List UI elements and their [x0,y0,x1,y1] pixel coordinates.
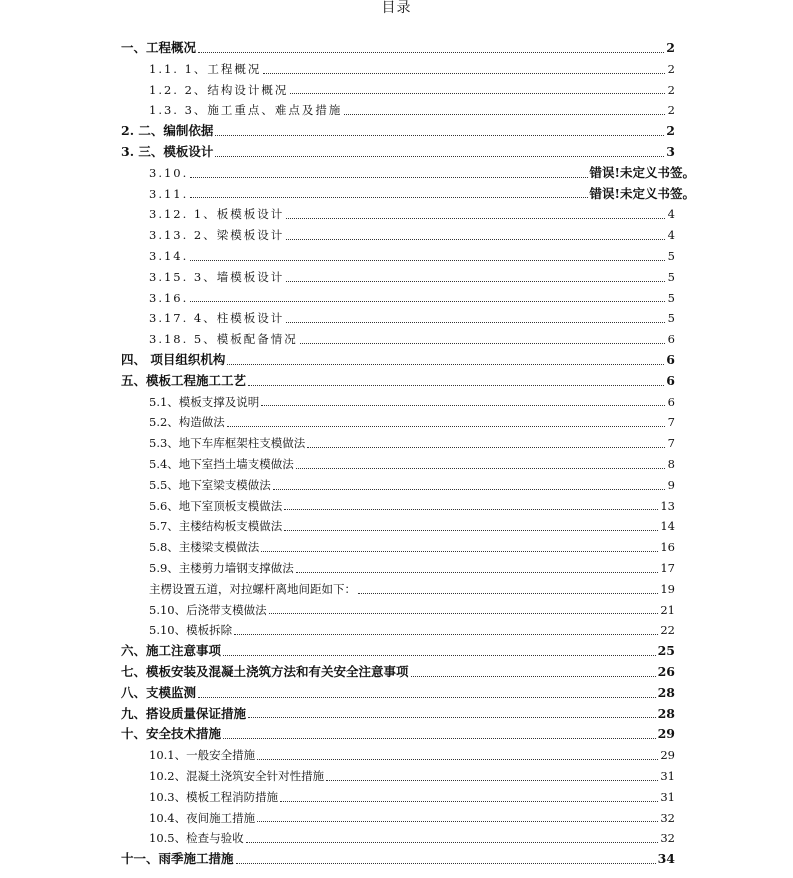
dot-leader [307,447,665,448]
page-title: 目录 [381,0,412,16]
toc-entry[interactable] [121,641,675,662]
toc-entry-title: 5.8、主楼梁支模做法 [149,540,260,555]
toc-entry[interactable] [149,184,695,205]
toc-entry[interactable] [121,662,675,683]
dot-leader [284,509,658,510]
dot-leader [358,593,658,594]
toc-entry[interactable] [149,496,675,517]
toc-entry[interactable] [149,828,675,849]
toc-entry-title: 3.16. [149,290,189,305]
toc-entry-page: 17 [660,561,675,575]
dot-leader [296,468,665,469]
dot-leader [286,281,665,282]
toc-entry-title: 10.4、夜间施工措施 [149,810,256,825]
toc-entry-page: 19 [660,581,675,596]
dot-leader [257,759,658,760]
toc-entry-page: 2 [667,103,675,118]
toc-entry-page: 29 [660,748,675,763]
dot-leader [198,52,664,53]
toc-entry-page: 2 [666,123,675,139]
toc-entry-title: 3.14. [149,249,189,263]
toc-entry[interactable] [149,392,675,413]
toc-entry-title: 5.2、构造做法 [149,415,225,430]
toc-entry-error: 错误!未定义书签。 [589,164,695,180]
dot-leader [227,426,665,427]
toc-entry-page: 5 [667,269,675,284]
toc-entry-page: 31 [660,769,675,783]
dot-leader [248,385,664,386]
toc-entry[interactable] [149,246,675,267]
toc-entry-title: 1.2. 2、结构设计概况 [149,82,289,97]
toc-entry-title: 六、施工注意事项 [121,643,222,659]
toc-entry[interactable] [149,433,675,454]
dot-leader [261,551,658,552]
toc-entry-title: 5.3、地下车库框架柱支模做法 [149,436,306,451]
toc-entry-page: 4 [667,207,675,222]
toc-entry[interactable] [149,808,675,829]
toc-entry[interactable] [121,683,675,704]
toc-entry[interactable] [149,558,675,579]
toc-entry[interactable] [149,267,675,288]
toc-entry-title: 5.1、模板支撑及说明 [149,394,260,409]
toc-entry-page: 2 [667,61,675,76]
dot-leader [411,676,656,677]
toc-entry-page: 28 [657,684,675,700]
toc-entry-title: 5.7、主楼结构板支模做法 [149,519,283,534]
toc-entry-error: 错误!未定义书签。 [589,185,695,201]
toc-entry-page: 2 [667,82,675,97]
dot-leader [284,530,658,531]
dot-leader [286,239,665,240]
toc-entry-title: 3.10. [149,165,189,180]
dot-leader [290,93,665,94]
toc-entry[interactable] [149,80,675,101]
toc-entry[interactable] [149,100,675,121]
toc-entry[interactable] [149,225,675,246]
toc-entry-page: 5 [667,249,675,263]
toc-entry[interactable] [149,454,675,475]
toc-entry-page: 13 [660,498,675,513]
toc-entry-title: 3.12. 1、板模板设计 [149,207,285,222]
toc-entry-title: 主楞设置五道，对拉螺杆离地间距如下： [149,581,356,596]
dot-leader [190,177,587,178]
toc-entry-page: 31 [660,789,675,804]
toc-entry-page: 32 [660,831,675,846]
toc-entry-page: 29 [657,726,675,742]
dot-leader [280,801,658,802]
toc-entry-title: 3.18. 5、模板配备情况 [149,332,298,347]
dot-leader [215,135,664,136]
toc-entry-title: 四、 项目组织机构 [121,352,226,367]
dot-leader [190,197,587,198]
toc-entry-page: 7 [667,415,675,430]
toc-entry-title: 2. 二、编制依据 [121,123,214,139]
toc-entry[interactable] [121,142,675,163]
toc-entry-page: 32 [660,810,675,825]
toc-entry-page: 34 [657,851,675,867]
toc-entry-page: 3 [666,144,675,159]
toc-entry-page: 5 [667,311,675,326]
toc-entry[interactable] [149,329,675,350]
toc-entry-page: 6 [666,352,675,367]
dot-leader [286,322,665,323]
dot-leader [263,73,665,74]
toc-entry[interactable] [149,516,675,537]
toc-entry[interactable] [149,600,675,621]
dot-leader [190,301,665,302]
toc-entry-page: 14 [660,519,675,534]
toc-entry-title: 5.10、后浇带支模做法 [149,602,267,617]
dot-leader [223,655,656,656]
toc-entry-title: 3.11. [149,186,189,201]
toc-entry-page: 7 [667,436,675,451]
toc-entry-page: 6 [666,372,675,388]
toc-entry-page: 25 [657,643,675,659]
toc-entry-title: 3.15. 3、墙模板设计 [149,269,285,284]
dot-leader [269,613,659,614]
toc-entry-title: 10.5、检查与验收 [149,831,244,846]
dot-leader [261,405,665,406]
dot-leader [223,738,656,739]
dot-leader [246,842,659,843]
toc-entry[interactable] [149,766,675,787]
toc-entry-title: 5.6、地下室顶板支模做法 [149,498,283,513]
dot-leader [234,634,658,635]
toc-entry-title: 3.17. 4、柱模板设计 [149,311,285,326]
toc-entry-page: 2 [666,40,675,55]
toc-entry-title: 5.9、主楼剪力墙钢支撑做法 [149,561,294,575]
toc-entry-page: 28 [657,705,675,721]
dot-leader [257,821,658,822]
toc-entry[interactable] [121,704,675,725]
toc-entry[interactable] [149,579,675,600]
toc-entry[interactable] [149,620,675,641]
toc-entry[interactable] [149,787,675,808]
dot-leader [286,218,665,219]
toc-entry[interactable] [149,288,675,309]
dot-leader [296,572,659,573]
toc-entry[interactable] [121,724,675,745]
toc-entry[interactable] [149,163,695,184]
toc-entry-title: 九、搭设质量保证措施 [121,705,247,721]
toc-entry-title: 10.3、模板工程消防措施 [149,789,279,804]
toc-entry-title: 5.10、模板拆除 [149,623,233,638]
dot-leader [198,697,656,698]
toc-entry-page: 21 [660,602,675,617]
toc-entry[interactable] [149,59,675,80]
toc-entry[interactable] [149,412,675,433]
toc-entry-title: 五、模板工程施工工艺 [121,372,247,388]
toc-entry-title: 十、安全技术措施 [121,726,222,742]
toc-entry-page: 22 [660,623,675,638]
toc-entry-page: 9 [667,477,675,492]
toc-entry[interactable] [121,121,675,142]
dot-leader [248,717,656,718]
toc-entry-page: 5 [667,290,675,305]
toc-entry-title: 八、支模监测 [121,684,197,700]
toc-entry-title: 3.13. 2、梁模板设计 [149,228,285,243]
toc-entry-page: 16 [660,540,675,555]
toc-entry[interactable] [121,371,675,392]
toc-entry[interactable] [149,537,675,558]
toc-entry-title: 5.4、地下室挡土墙支模做法 [149,457,294,471]
toc-entry[interactable] [121,849,675,870]
dot-leader [273,489,665,490]
toc-entry[interactable] [121,350,675,371]
toc-entry[interactable] [149,475,675,496]
toc-entry[interactable] [149,308,675,329]
toc-entry[interactable] [149,204,675,225]
toc-entry-page: 6 [667,394,675,409]
toc-entry-page: 26 [657,664,675,679]
dot-leader [190,260,665,261]
toc-entry-title: 七、模板安装及混凝土浇筑方法和有关安全注意事项 [121,664,409,679]
toc-entry-page: 8 [667,457,675,471]
toc-entry-page: 4 [667,228,675,243]
toc-entry-title: 1.1. 1、工程概况 [149,61,262,76]
toc-entry-title: 十一、雨季施工措施 [121,851,234,867]
toc-entry[interactable] [149,745,675,766]
dot-leader [215,156,664,157]
dot-leader [344,114,665,115]
dot-leader [300,343,665,344]
dot-leader [326,780,658,781]
toc-entry[interactable] [121,38,675,59]
toc-entry-title: 10.1、一般安全措施 [149,748,256,763]
dot-leader [236,863,656,864]
toc-entry-title: 3. 三、模板设计 [121,144,214,159]
toc-entry-title: 10.2、混凝土浇筑安全针对性措施 [149,769,325,783]
toc-entry-title: 一、工程概况 [121,40,197,55]
dot-leader [227,364,664,365]
toc-entry-page: 6 [667,332,675,347]
toc-entry-title: 5.5、地下室梁支模做法 [149,477,271,492]
toc-entry-title: 1.3. 3、施工重点、难点及措施 [149,103,343,118]
